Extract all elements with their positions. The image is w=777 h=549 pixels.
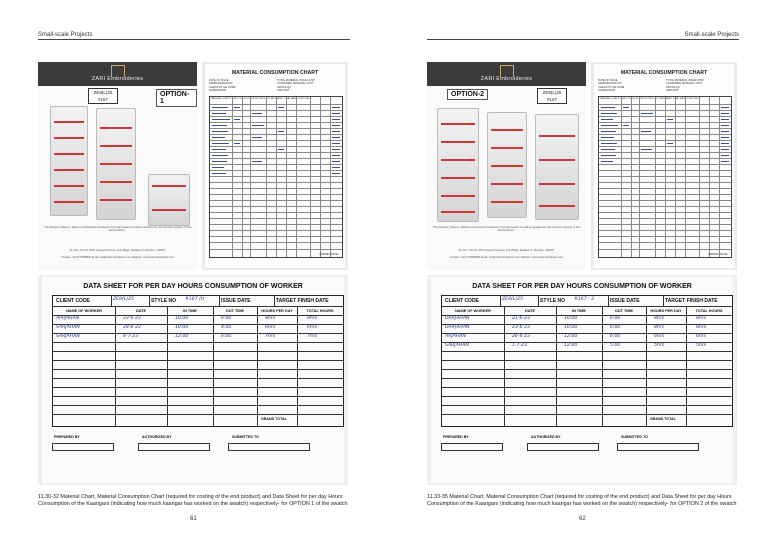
chart-header-left: DATE OF ISSUE SAMPLE/PROD NO CLIENT/STYLE CODE SUPERVISOR bbox=[598, 79, 625, 93]
brand-band bbox=[427, 62, 586, 86]
swatch-contact: Contact: +91 9773568866 Email: info@zariembroideries.com Website: www.zariembroideries.com bbox=[450, 256, 563, 259]
worker-name: SARJAHAN bbox=[445, 343, 469, 348]
prepared-by-label: PREPARED BY bbox=[54, 435, 80, 439]
book-title: Small-scale Projects bbox=[684, 32, 739, 38]
brand-band bbox=[38, 62, 197, 86]
submitted-to-label: SUBMITTED TO bbox=[621, 435, 648, 439]
col-out-time-header: OUT TIME bbox=[225, 309, 245, 313]
chart-header-left: DATE OF ISSUE SAMPLE/PROD NO CLIENT/STYLE CODE SUPERVISOR bbox=[209, 79, 236, 93]
worker-name: ARJAHAN bbox=[445, 334, 466, 339]
swatch-contact: Contact: +91 9773568866 Email: info@zariembroideries.com Website: www.zariembroideries.com bbox=[61, 256, 174, 259]
style-no-label: STYLE NO bbox=[540, 298, 566, 304]
swatch-disclaimer: "The Designs, Patterns, Stitches and Artworks Contained in the said swatch as well as samples are the exclusive property of Zari Embroideries." bbox=[43, 226, 192, 233]
data-sheet-title: DATA SHEET FOR PER DAY HOURS CONSUMPTION OF WORKER bbox=[83, 283, 303, 290]
data-sheet-paper bbox=[42, 277, 344, 483]
style-number: #167 bbox=[546, 97, 557, 102]
out-time: 6:00 bbox=[610, 325, 621, 330]
material-chart-photo bbox=[591, 62, 737, 270]
chart-header-right: TOTAL MATERIAL ISSUE COST CONSUMED MATERIAL COST GROSS QC ZARI DIST bbox=[277, 79, 315, 93]
col-total-header: TOTAL HOURS bbox=[306, 309, 334, 313]
out-time: 6:00 bbox=[610, 316, 621, 321]
col-in-time-header: IN TIME bbox=[572, 309, 586, 313]
submitted-to-label: SUBMITTED TO bbox=[232, 435, 259, 439]
work-date: 23-6-23 bbox=[512, 325, 530, 330]
out-time: 6:00 bbox=[610, 334, 621, 339]
work-date: 1-7-23 bbox=[512, 343, 528, 348]
submitted-to-box bbox=[228, 443, 310, 451]
out-time: 6:00 bbox=[221, 316, 232, 321]
total-hours: 8hrs bbox=[696, 325, 707, 330]
out-time: 5:00 bbox=[610, 343, 621, 348]
material-grand-total: GRAND TOTAL bbox=[319, 252, 339, 256]
authorized-by-label: AUTHORIZED BY bbox=[142, 435, 172, 439]
in-time: 12:00 bbox=[175, 334, 189, 339]
figure-caption: 11.33-35 Material Chart, Material Consumption Chart (required for costing of the end product) and Data Sheet for per day Hours Consumption of the Kaarigars (indicating how much kaarigar has worked on the swatch) respectively- for OPTION 2 of the swatch bbox=[427, 494, 737, 508]
material-chart-paper bbox=[594, 64, 734, 268]
hours-per-day: 5hrs bbox=[654, 343, 665, 348]
style-code-box bbox=[88, 88, 118, 104]
style-no-value: #167 - 2 bbox=[574, 297, 595, 302]
bead-bag bbox=[96, 108, 136, 220]
issue-date-label: ISSUE DATE bbox=[221, 298, 251, 304]
page-number: 61 bbox=[190, 516, 197, 522]
bead-bag bbox=[50, 106, 88, 216]
issue-date-label: ISSUE DATE bbox=[610, 298, 640, 304]
material-chart-paper bbox=[205, 64, 345, 268]
material-grid bbox=[598, 96, 732, 258]
bead-bag bbox=[535, 114, 579, 220]
authorized-by-box bbox=[138, 443, 210, 451]
material-chart-title: MATERIAL CONSUMPTION CHART bbox=[231, 70, 319, 76]
worker-name: DARJAHAN bbox=[445, 325, 470, 330]
hours-per-day: 7hrs bbox=[265, 334, 276, 339]
data-sheet-table bbox=[52, 295, 344, 427]
in-time: 10:00 bbox=[564, 316, 578, 321]
material-grand-total: GRAND TOTAL bbox=[708, 252, 728, 256]
col-in-time-header: IN TIME bbox=[183, 309, 197, 313]
hours-per-day: 8hrs bbox=[654, 325, 665, 330]
hours-per-day: 6hrs bbox=[654, 334, 665, 339]
client-code-value: ZE9(L)25 bbox=[502, 297, 523, 302]
total-hours: 6hrs bbox=[307, 325, 318, 330]
data-sheet-photo bbox=[427, 275, 737, 485]
work-date: 21-6-23 bbox=[512, 316, 530, 321]
in-time: 10:00 bbox=[175, 316, 189, 321]
in-time: 10:00 bbox=[175, 325, 189, 330]
style-no-value: #167 (t) bbox=[185, 297, 205, 302]
work-date: 4-7-23 bbox=[123, 334, 139, 339]
swatch-address: 21 CLG, Plot 61, 8574 Ganga Premises, Anil Village, Madaka 72, Mumbai - 400057 bbox=[69, 249, 166, 252]
left-page bbox=[0, 0, 388, 549]
bead-bag bbox=[148, 174, 190, 226]
col-total-header: TOTAL HOURS bbox=[695, 309, 723, 313]
bead-bag bbox=[437, 108, 479, 222]
col-name-header: NAME OF WORKER bbox=[66, 309, 102, 313]
in-time: 12:00 bbox=[564, 343, 578, 348]
work-date: 28-6-23 bbox=[123, 325, 141, 330]
grand-total-label: GRAND TOTAL bbox=[650, 417, 676, 421]
authorized-by-label: AUTHORIZED BY bbox=[531, 435, 561, 439]
swatch-photo bbox=[427, 62, 586, 270]
worker-name: APPJAHAN bbox=[56, 316, 80, 321]
hours-per-day: 6hrs bbox=[265, 325, 276, 330]
prepared-by-box bbox=[52, 443, 114, 451]
brand-name: ZARI Embroideries bbox=[480, 76, 533, 82]
swatch-photo bbox=[38, 62, 197, 270]
material-grid bbox=[209, 96, 343, 258]
header-rule bbox=[38, 39, 350, 40]
style-no-label: STYLE NO bbox=[151, 298, 177, 304]
book-title: Small-scale Projects bbox=[38, 32, 93, 38]
target-finish-label: TARGET FINISH DATE bbox=[665, 298, 718, 304]
out-time: 4:00 bbox=[221, 325, 232, 330]
data-sheet-paper bbox=[431, 277, 733, 483]
total-hours: 6hrs bbox=[696, 334, 707, 339]
col-date-header: DATE bbox=[135, 309, 147, 313]
prepared-by-label: PREPARED BY bbox=[443, 435, 469, 439]
hours-per-day: 8hrs bbox=[265, 316, 276, 321]
worker-name: DARJAHAN bbox=[445, 316, 470, 321]
swatch-address: 21 CLG, Plot 61, 8574 Ganga Premises, Anil Village, Madaka 72, Mumbai - 400057 bbox=[458, 249, 555, 252]
col-name-header: NAME OF WORKER bbox=[455, 309, 491, 313]
material-grid-header: MATERIAL QUALITY SIZE COLOR QTY PRICE PRICE QTY RETURNED TOTAL RATE TOTAL PRICE bbox=[600, 98, 701, 100]
brand-name: ZARI Embroideries bbox=[91, 76, 144, 82]
option-label: OPTION-1 bbox=[156, 89, 197, 107]
material-chart-photo bbox=[202, 62, 348, 270]
prepared-by-box bbox=[441, 443, 503, 451]
in-time: 12:00 bbox=[564, 334, 578, 339]
client-code-label: CLIENT CODE bbox=[445, 298, 479, 304]
running-head bbox=[38, 32, 92, 38]
page-number: 62 bbox=[579, 516, 586, 522]
material-chart-title: MATERIAL CONSUMPTION CHART bbox=[620, 70, 708, 76]
data-sheet-title: DATA SHEET FOR PER DAY HOURS CONSUMPTION OF WORKER bbox=[472, 283, 692, 290]
total-hours: 8hrs bbox=[307, 316, 318, 321]
chart-header-right: TOTAL MATERIAL ISSUE COST CONSUMED MATERIAL COST GROSS QC ZARI DIST bbox=[666, 79, 704, 93]
work-date: 26-6-23 bbox=[512, 334, 530, 339]
hours-per-day: 8hrs bbox=[654, 316, 665, 321]
option-label: OPTION-2 bbox=[447, 89, 488, 100]
in-time: 10:00 bbox=[564, 325, 578, 330]
col-hours-header: HOURS PER DAY bbox=[650, 309, 682, 313]
style-number: #167 bbox=[97, 97, 108, 102]
right-page bbox=[389, 0, 777, 549]
data-sheet-table bbox=[441, 295, 733, 427]
running-head bbox=[685, 32, 739, 38]
total-hours: 8hrs bbox=[696, 316, 707, 321]
client-code-value: ZE9(L)25 bbox=[113, 297, 134, 302]
grand-total-label: GRAND TOTAL bbox=[261, 417, 287, 421]
total-hours: 5hrs bbox=[696, 343, 707, 348]
style-code: ZE9(L)25 bbox=[93, 90, 113, 95]
figure-caption: 11.30-32 Material Chart, Material Consumption Chart (required for costing of the end product) and Data Sheet for per day Hours Consumption of the Kaarigars (indicating how much kaarigar has worked on the swatch) respectively- for OPTION 1 of the swatch bbox=[38, 494, 348, 508]
swatch-card bbox=[427, 62, 586, 270]
submitted-to-box bbox=[617, 443, 699, 451]
out-time: 6:00 bbox=[221, 334, 232, 339]
client-code-label: CLIENT CODE bbox=[56, 298, 90, 304]
header-rule bbox=[427, 39, 739, 40]
bead-bag bbox=[487, 112, 527, 218]
worker-name: SARJAHAN bbox=[56, 334, 80, 339]
authorized-by-box bbox=[527, 443, 599, 451]
material-grid-header: MATERIAL QUALITY SIZE COLOR QTY PRICE PRICE QTY RETURNED TOTAL RATE TOTAL PRICE bbox=[211, 98, 312, 100]
swatch-card bbox=[38, 62, 197, 270]
style-code: ZE9(L)25 bbox=[542, 90, 562, 95]
style-code-box bbox=[537, 88, 567, 104]
total-hours: 7hrs bbox=[307, 334, 318, 339]
work-date: 23-6-23 bbox=[123, 316, 141, 321]
data-sheet-photo bbox=[38, 275, 348, 485]
col-hours-header: HOURS PER DAY bbox=[261, 309, 293, 313]
swatch-disclaimer: "The Designs, Patterns, Stitches and Artworks Contained in the said swatch as well as samples are the exclusive property of Zari Embroideries." bbox=[432, 226, 581, 233]
col-date-header: DATE bbox=[524, 309, 536, 313]
target-finish-label: TARGET FINISH DATE bbox=[276, 298, 329, 304]
col-out-time-header: OUT TIME bbox=[614, 309, 634, 313]
worker-name: SARJAHAN bbox=[56, 325, 80, 330]
